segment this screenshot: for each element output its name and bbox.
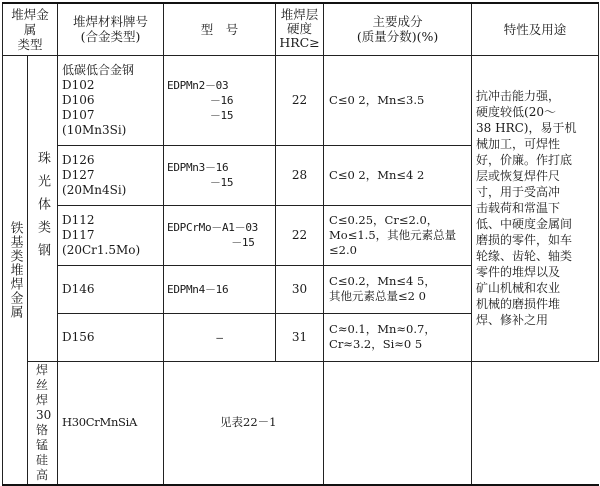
category-inner-label: 珠光体类钢 [28,55,58,361]
hardfacing-table [2,2,599,486]
hardness-cell: 28 [276,145,324,205]
wire-row [3,361,599,485]
usage-cell: 抗冲击能力强， 硬度较低(20～ 38 HRC)，易于机 械加工，可焊性 好，价廉。作打底 层或恢复焊件尺 寸，用于受高冲 击载荷和常温下 低、中硬度金属间 磨损的零件，如车 轮缘、齿轮、轴类 零件的堆焊以及 矿山机械和农业 机械的磨损件堆 焊、修补之用 [472,55,599,361]
grade-cell: D146 [58,265,164,313]
composition-cell: C≤0 2，Mn≤4 2 [324,145,472,205]
composition-cell: C≤0.2，Mn≤4 5， 其他元素总量≤2 0 [324,265,472,313]
table-row [3,55,599,145]
header-metal-type: 堆焊金属 类型 [3,3,58,55]
grade-cell: D126 D127 (20Mn4Si) [58,145,164,205]
wire-usage-cell [324,361,472,485]
composition-cell: C≤0 2，Mn≤3.5 [324,55,472,145]
grade-cell: D156 [58,313,164,361]
hardness-cell: 31 [276,313,324,361]
grade-cell: 低碳低合金钢 D102 D106 D107 (10Mn3Si) [58,55,164,145]
hardness-cell: 30 [276,265,324,313]
header-composition: 主要成分 (质量分数)(%) [324,3,472,55]
composition-cell: C≈0.1，Mn≈0.7， Cr≈3.2，Si≈0 5 [324,313,472,361]
model-cell: EDPMn3－16 －15 [164,145,276,205]
wire-model-cell: H30CrMnSiA [58,361,164,485]
hardness-cell: 22 [276,55,324,145]
header-hardness: 堆焊层 硬度 HRC≥ [276,3,324,55]
model-cell: — [164,313,276,361]
header-model: 型 号 [164,3,276,55]
composition-cell: C≤0.25，Cr≤2.0， Mo≤1.5，其他元素总量 ≤2.0 [324,205,472,265]
model-cell: EDPMn2－03 －16 －15 [164,55,276,145]
header-grade: 堆焊材料牌号 (合金类型) [58,3,164,55]
header-usage: 特性及用途 [472,3,599,55]
hardness-cell: 22 [276,205,324,265]
wire-grade-cell: 焊丝 焊30铬锰硅高 [28,361,58,485]
category-outer-label: 铁基类堆焊金属 [3,55,28,485]
wire-composition-cell: 见表22－1 [164,361,324,485]
model-cell: EDPCrMo－A1－03 －15 [164,205,276,265]
grade-cell: D112 D117 (20Cr1.5Mo) [58,205,164,265]
model-cell: EDPMn4－16 [164,265,276,313]
header-row [3,3,599,55]
